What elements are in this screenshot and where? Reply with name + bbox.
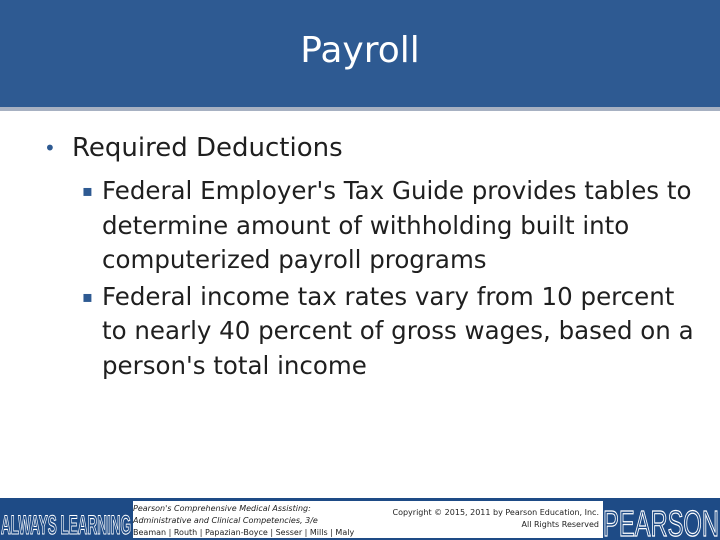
title-divider xyxy=(0,107,720,111)
rights-text: All Rights Reserved xyxy=(521,520,599,529)
bullet-dot-icon: • xyxy=(44,136,56,160)
square-bullet-icon: ▪ xyxy=(82,286,93,306)
pearson-logo xyxy=(602,503,720,540)
footer-bar xyxy=(0,498,720,540)
book-authors: Beaman | Routh | Papazian-Boyce | Sesser | Mills | Maly xyxy=(133,528,355,537)
square-bullet-icon: ▪ xyxy=(82,181,93,200)
always-learning-logo xyxy=(0,503,132,540)
copyright-block xyxy=(393,507,600,531)
book-title-line1: Pearson's Comprehensive Medical Assisting: xyxy=(133,504,311,513)
title-bar xyxy=(0,0,720,107)
book-title-line2: Administrative and Clinical Competencies, 3/e xyxy=(133,516,318,525)
footer-info-panel xyxy=(133,501,603,538)
sub-bullet-text: Federal Employer's Tax Guide provides tables to determine amount of withholding built into computerized payroll programs xyxy=(102,176,692,274)
slide-content xyxy=(44,132,704,385)
book-info xyxy=(133,503,354,539)
bullet-text: Required Deductions xyxy=(72,133,343,163)
sub-bullet-text: Federal income tax rates vary from 10 percent to nearly 40 percent of gross wages, based on a person's total income xyxy=(102,281,694,380)
bullet-level1 xyxy=(44,132,704,164)
svg-text:PEARSON: PEARSON xyxy=(603,503,719,540)
sub-bullet-item xyxy=(44,174,704,278)
sub-bullet-list xyxy=(44,174,704,383)
slide-title: Payroll xyxy=(300,30,420,71)
sub-bullet-item xyxy=(44,280,704,384)
copyright-text: Copyright © 2015, 2011 by Pearson Education, Inc. xyxy=(392,508,599,517)
svg-text:ALWAYS LEARNING: ALWAYS LEARNING xyxy=(1,510,131,540)
